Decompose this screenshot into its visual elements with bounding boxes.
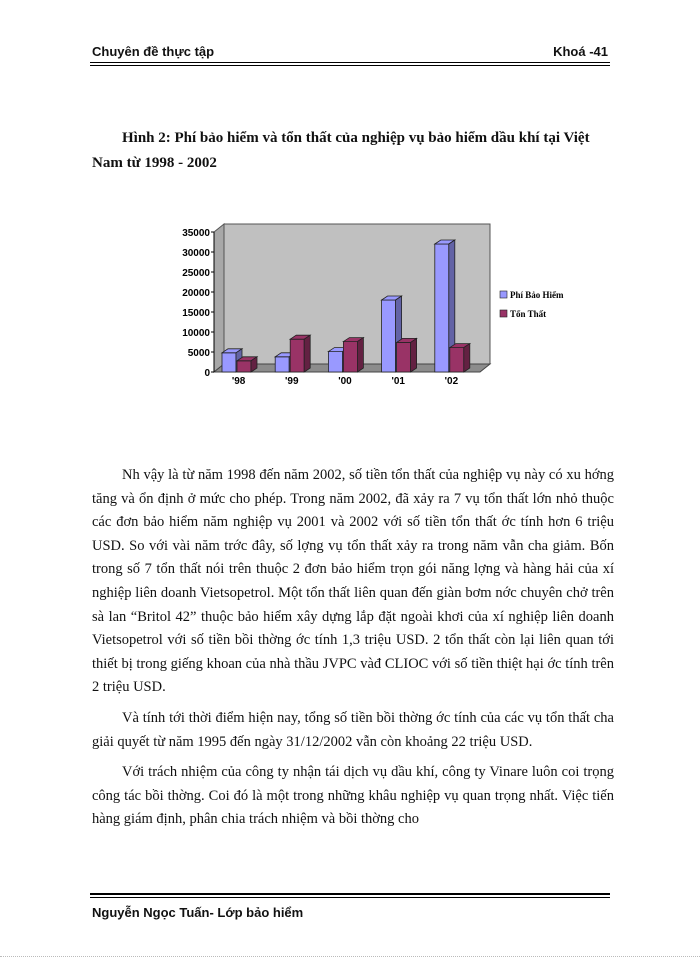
y-tick-label: 35000 <box>182 228 210 239</box>
bar <box>397 342 411 372</box>
bar <box>343 342 357 372</box>
y-tick-label: 10000 <box>182 328 210 339</box>
x-tick-label: '02 <box>444 376 459 387</box>
x-tick-label: '98 <box>231 376 246 387</box>
chart-side-wall <box>214 224 224 372</box>
x-tick-label: '99 <box>285 376 299 387</box>
x-tick-label: '01 <box>391 376 405 387</box>
body-text <box>92 464 614 839</box>
y-tick-label: 20000 <box>182 288 210 299</box>
bar-side <box>357 338 363 372</box>
x-tick-label: '00 <box>338 376 352 387</box>
bar <box>382 300 396 372</box>
y-tick-label: 5000 <box>187 348 210 359</box>
bar <box>290 339 304 372</box>
bar-side <box>411 338 417 372</box>
bar-side <box>464 344 470 372</box>
legend-swatch <box>500 310 507 317</box>
bar-side <box>304 335 310 372</box>
legend-label: Phí Bảo Hiểm <box>510 290 564 300</box>
legend-swatch <box>500 291 507 298</box>
paragraph: Với trách nhiệm của công ty nhận tái dịch vụ dầu khí, công ty Vinare luôn coi trọng công tác bồi thờng. Coi đó là một trong những khâu nghiệp vụ quan trọng nhất. Việc tiến hàng giám định, phân chia trách nhiệm và bồi thờng cho <box>92 764 614 828</box>
page-edge <box>0 956 700 957</box>
page-header <box>90 42 610 64</box>
page-footer: Nguyễn Ngọc Tuấn- Lớp bảo hiểm <box>92 905 304 920</box>
bar <box>328 352 342 372</box>
header-rule <box>90 62 610 66</box>
y-tick-label: 15000 <box>182 308 210 319</box>
header-class: Khoá -41 <box>553 44 608 59</box>
bar <box>275 357 289 372</box>
y-tick-label: 0 <box>204 368 210 379</box>
bar <box>222 353 236 372</box>
y-tick-label: 30000 <box>182 248 210 259</box>
bar <box>435 244 449 372</box>
bar-chart <box>170 222 570 402</box>
paragraph: Nh vậy là từ năm 1998 đến năm 2002, số tiền tổn thất của nghiệp vụ này có xu hớng tăng và ổn định ở mức cho phép. Trong năm 2002, đã xảy ra 7 vụ tổn thất lớn nhỏ thuộc các đơn bảo hiểm năm nghiệp vụ 2001 và 2002 với số tiền tổn thất ớc tính hơn 6 triệu USD. So với vài năm trớc đây, số lợng vụ tổn thất xảy ra trong năm vẫn cha giảm. Bốn trong số 7 tổn thất nói trên thuộc 2 đơn bảo hiểm trọn gói năng lợng và hàng hải của xí nghiệp liên doanh Vietsopetrol. Một tổn thất liên quan đến giàn bơm nớc chuyên chở trên sà lan “Britol 42” thuộc bảo hiểm xây dựng lắp đặt ngoài khơi của xí nghiệp liên doanh Vietsopetrol với số tiền bồi thờng ớc tính 1,3 triệu USD. 2 tổn thất còn lại liên quan tới thiết bị trong giếng khoan của nhà thầu JVPC vàđ CLIOC với số tiền thiệt hại ớc tính trên 2 triệu USD. <box>92 467 614 696</box>
chart-svg <box>170 222 570 397</box>
header-course-title: Chuyên đề thực tập <box>92 44 215 59</box>
y-tick-label: 25000 <box>182 268 210 279</box>
figure-caption-text: Hình 2: Phí bảo hiểm và tổn thất của nghiệp vụ bảo hiểm dầu khí tại Việt Nam từ 1998 - 2002 <box>92 130 590 171</box>
footer-rule <box>90 893 610 898</box>
bar <box>237 361 251 372</box>
figure-caption <box>92 126 612 176</box>
paragraph: Và tính tới thời điểm hiện nay, tổng số tiền bồi thờng ớc tính của các vụ tổn thất cha giải quyết từ năm 1995 đến ngày 31/12/2002 vẫn còn khoảng 22 triệu USD. <box>92 709 614 750</box>
bar <box>450 348 464 372</box>
legend-label: Tổn Thất <box>510 309 547 319</box>
